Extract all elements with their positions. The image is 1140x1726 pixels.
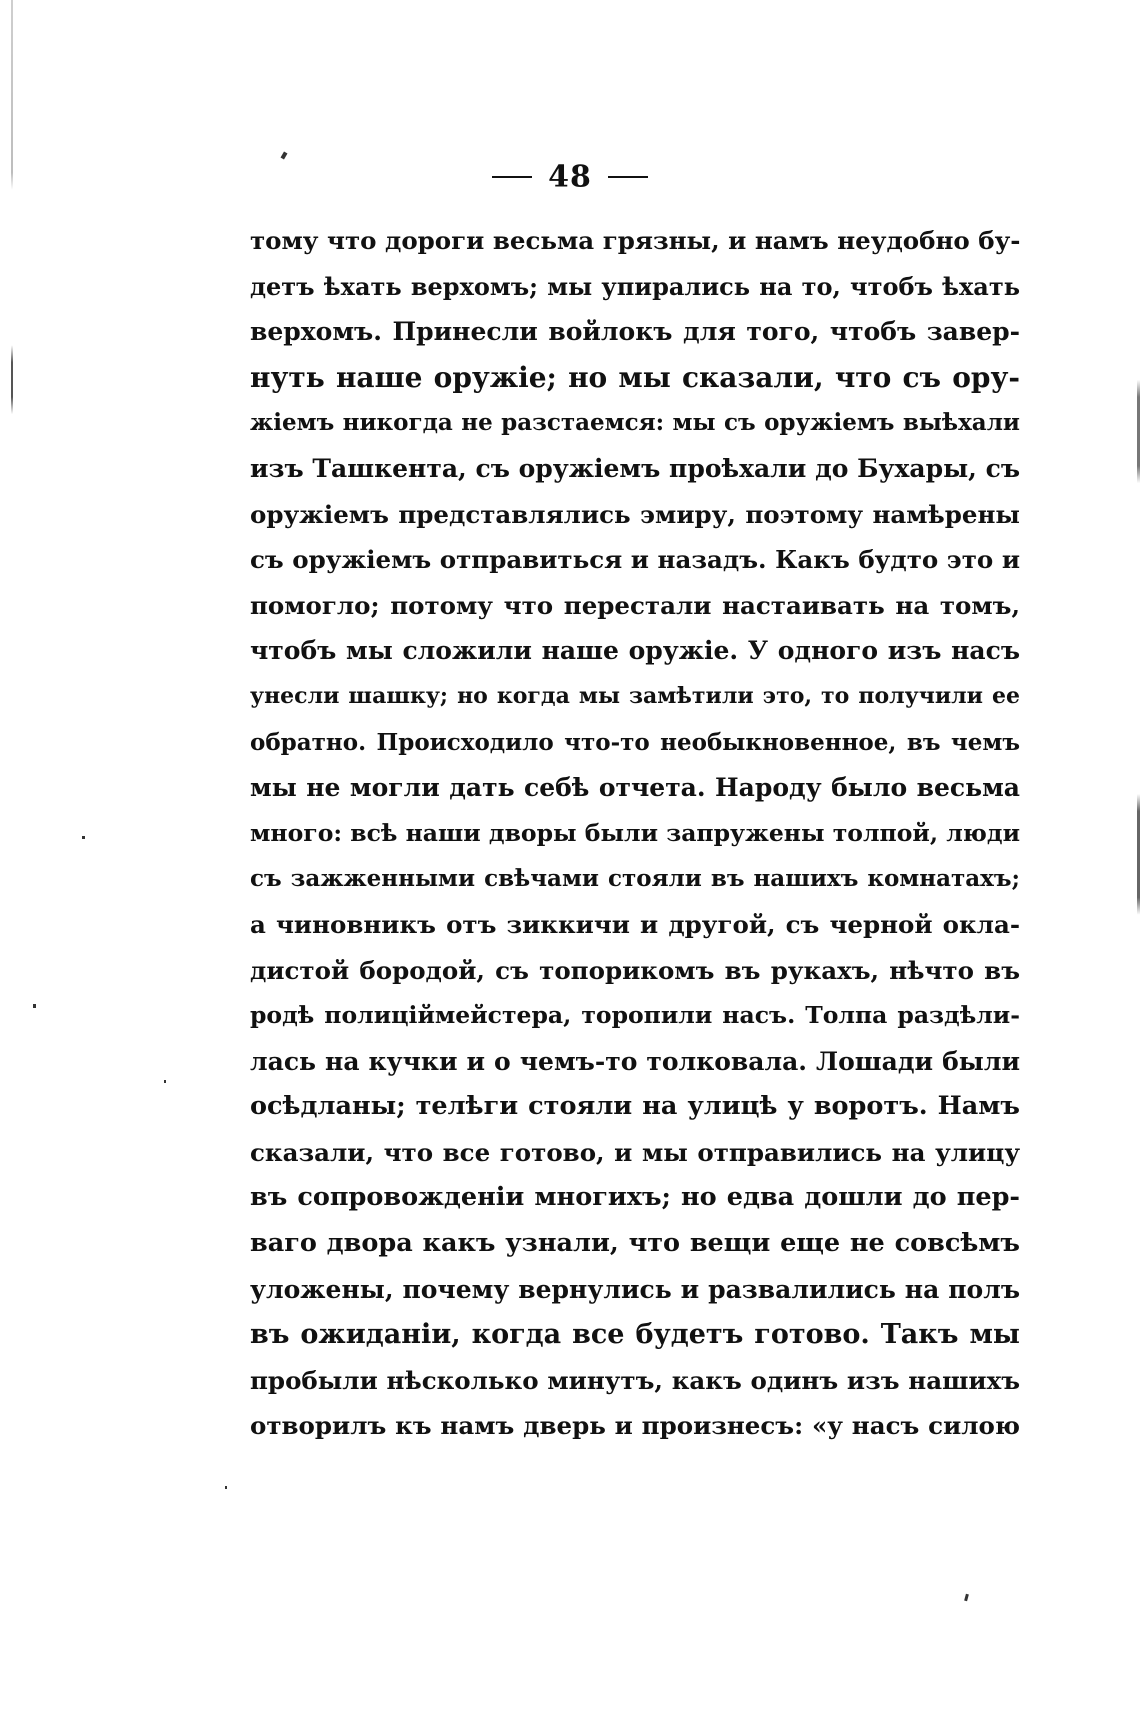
- page-header: [0, 158, 1140, 195]
- page-number: 48: [548, 159, 592, 195]
- speck-mark: [225, 1486, 227, 1489]
- text-line: дистой бородой, съ топорикомъ въ рукахъ, нѣчто въ: [250, 955, 1020, 985]
- scan-edge-left: [11, 0, 13, 1726]
- text-line: осѣдланы; телѣги стояли на улицѣ у воротъ. Намъ: [250, 1091, 1020, 1122]
- text-line: родѣ полиціймейстера, торопили насъ. Толпа раздѣли-: [250, 1001, 1020, 1030]
- speck-mark: [33, 1004, 36, 1008]
- text-line: лась на кучки и о чемъ-то толковала. Лошади были: [250, 1046, 1020, 1076]
- header-dash-right: [608, 176, 648, 178]
- text-line: унесли шашку; но когда мы замѣтили это, то получили ее: [250, 682, 1020, 709]
- text-line: детъ ѣхать верхомъ; мы упирались на то, чтобъ ѣхать: [250, 271, 1020, 301]
- text-line: обратно. Происходило что-то необыкновенное, въ чемъ: [250, 728, 1020, 756]
- speck-mark: [82, 836, 85, 839]
- speck-mark: [164, 1080, 166, 1083]
- text-line: нуть наше оружіе; но мы сказали, что съ ору-: [250, 360, 1020, 394]
- text-line: съ зажженными свѣчами стояли въ нашихъ комнатахъ;: [250, 865, 1020, 893]
- text-line: мы не могли дать себѣ отчета. Народу было весьма: [250, 773, 1020, 803]
- header-dash-left: [492, 176, 532, 178]
- text-line: много: всѣ наши дворы были запружены толпой, люди: [250, 818, 1020, 847]
- speck-mark: [964, 1594, 969, 1602]
- text-line: тому что дороги весьма грязны, и намъ неудобно бу-: [250, 226, 1020, 255]
- text-line: въ сопровожденіи многихъ; но едва дошли до пер-: [250, 1182, 1020, 1213]
- text-line: ваго двора какъ узнали, что вещи еще не совсѣмъ: [250, 1228, 1020, 1259]
- text-line: уложены, почему вернулись и развалились на полъ: [250, 1274, 1020, 1304]
- text-line: верхомъ. Принесли войлокъ для того, чтобъ завер-: [250, 317, 1020, 347]
- text-line: оружіемъ представлялись эмиру, поэтому намѣрены: [250, 499, 1020, 529]
- text-line: чтобъ мы сложили наше оружіе. У одного изъ насъ: [250, 636, 1020, 666]
- text-line: а чиновникъ отъ зиккичи и другой, съ черной окла-: [250, 909, 1020, 939]
- text-line: съ оружіемъ отправиться и назадъ. Какъ будто это и: [250, 545, 1020, 575]
- text-line: отворилъ къ намъ дверь и произнесъ: «у насъ силою: [250, 1411, 1020, 1441]
- text-line: сказали, что все готово, и мы отправились на улицу: [250, 1137, 1020, 1167]
- text-line: пробыли нѣсколько минутъ, какъ одинъ изъ нашихъ: [250, 1365, 1020, 1395]
- text-line: въ ожиданіи, когда все будетъ готово. Такъ мы: [250, 1319, 1020, 1351]
- text-line: жіемъ никогда не разстаемся: мы съ оружіемъ выѣхали: [250, 409, 1020, 437]
- text-line: изъ Ташкента, съ оружіемъ проѣхали до Бухары, съ: [250, 453, 1020, 483]
- text-line: помогло; потому что перестали настаивать на томъ,: [250, 590, 1020, 620]
- body-text: [250, 218, 1020, 1449]
